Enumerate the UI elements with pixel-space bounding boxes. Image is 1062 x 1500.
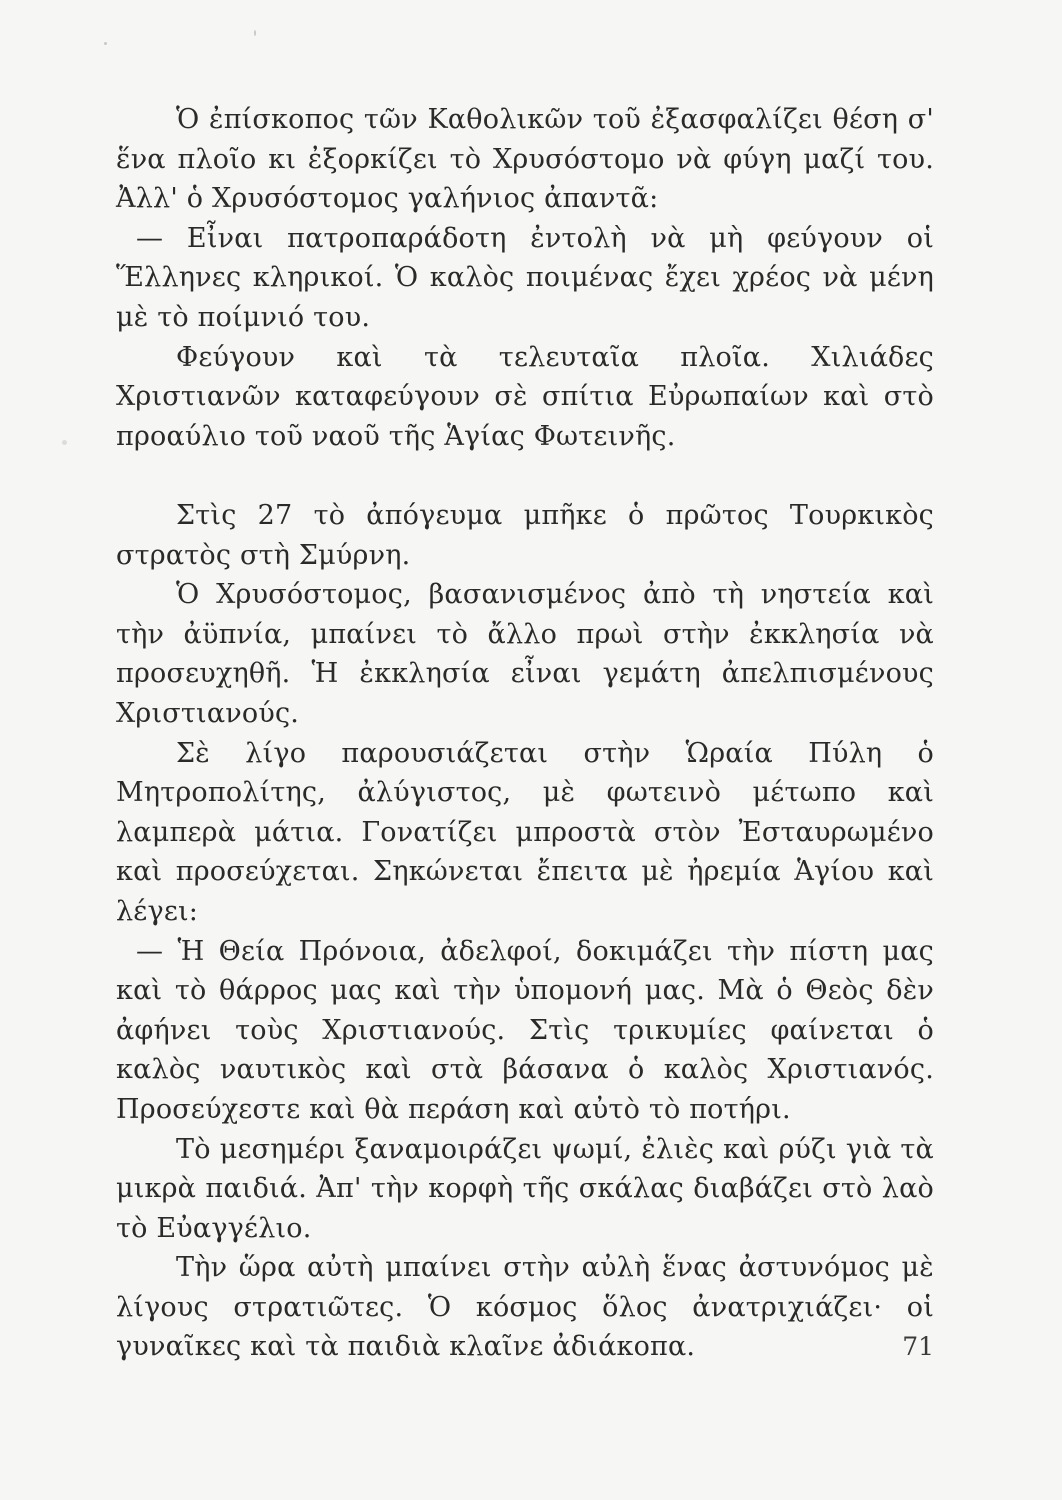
paragraph: Φεύγουν καὶ τὰ τελευταῖα πλοῖα. Χιλιάδες Χριστιανῶν καταφεύγουν σὲ σπίτια Εὐρωπαίων καὶ στὸ προαύλιο τοῦ ναοῦ τῆς Ἁγίας Φωτεινῆς. [116,341,934,452]
paragraph: Στὶς 27 τὸ ἀπόγευμα μπῆκε ὁ πρῶτος Τουρκικὸς στρατὸς στὴ Σμύρνη. [116,500,934,571]
text-section-top [116,100,934,456]
dialogue-paragraph: — Ἡ Θεία Πρόνοια, ἀδελφοί, δοκιμάζει τὴν πίστη μας καὶ τὸ θάρρος μας καὶ τὴν ὑπομονή μας. Μὰ ὁ Θεὸς δὲν ἀφήνει τοὺς Χριστιανούς. Στὶς τρικυμίες φαίνεται ὁ καλὸς ναυτικὸς καὶ στὰ βάσανα ὁ καλὸς Χριστιανός. Προσεύχεστε καὶ θὰ περάση καὶ αὐτὸ τὸ ποτήρι. [116,935,934,1125]
paper-speck [62,440,67,445]
page-number: 71 [902,1332,934,1361]
dialogue-paragraph: — Εἶναι πατροπαράδοτη ἐντολὴ νὰ μὴ φεύγουν οἱ Ἕλληνες κληρικοί. Ὁ καλὸς ποιμένας ἔχει χρέος νὰ μένη μὲ τὸ ποίμνιό του. [116,222,934,333]
paragraph: Σὲ λίγο παρουσιάζεται στὴν Ὡραία Πύλη ὁ Μητροπολίτης, ἀλύγιστος, μὲ φωτεινὸ μέτωπο καὶ λαμπερὰ μάτια. Γονατίζει μπροστὰ στὸν Ἐσταυρωμένο καὶ προσεύχεται. Σηκώνεται ἔπειτα μὲ ἠρεμία Ἁγίου καὶ λέγει: [116,737,934,927]
paragraph: Ὁ Χρυσόστομος, βασανισμένος ἀπὸ τὴ νηστεία καὶ τὴν ἀϋπνία, μπαίνει τὸ ἄλλο πρωὶ στὴν ἐκκλησία νὰ προσευχηθῆ. Ἡ ἐκκλησία εἶναι γεμάτη ἀπελπισμένους Χριστιανούς. [116,579,934,729]
text-section-bottom [116,496,934,1367]
paper-speck [104,42,107,45]
paragraph: Ὁ ἐπίσκοπος τῶν Καθολικῶν τοῦ ἐξασφαλίζει θέση σ' ἕνα πλοῖο κι ἐξορκίζει τὸ Χρυσόστομο νὰ φύγη μαζί του. Ἀλλ' ὁ Χρυσόστομος γαλήνιος ἀπαντᾶ: [116,104,934,215]
paragraph: Τὴν ὥρα αὐτὴ μπαίνει στὴν αὐλὴ ἕνας ἀστυνόμος μὲ λίγους στρατιῶτες. Ὁ κόσμος ὅλος ἀνατριχιάζει· οἱ γυναῖκες καὶ τὰ παιδιὰ κλαῖνε ἀδιάκοπα. [116,1252,934,1363]
paper-speck [254,30,256,36]
paragraph: Τὸ μεσημέρι ξαναμοιράζει ψωμί, ἐλιὲς καὶ ρύζι γιὰ τὰ μικρὰ παιδιά. Ἀπ' τὴν κορφὴ τῆς σκάλας διαβάζει στὸ λαὸ τὸ Εὐαγγέλιο. [116,1133,934,1244]
